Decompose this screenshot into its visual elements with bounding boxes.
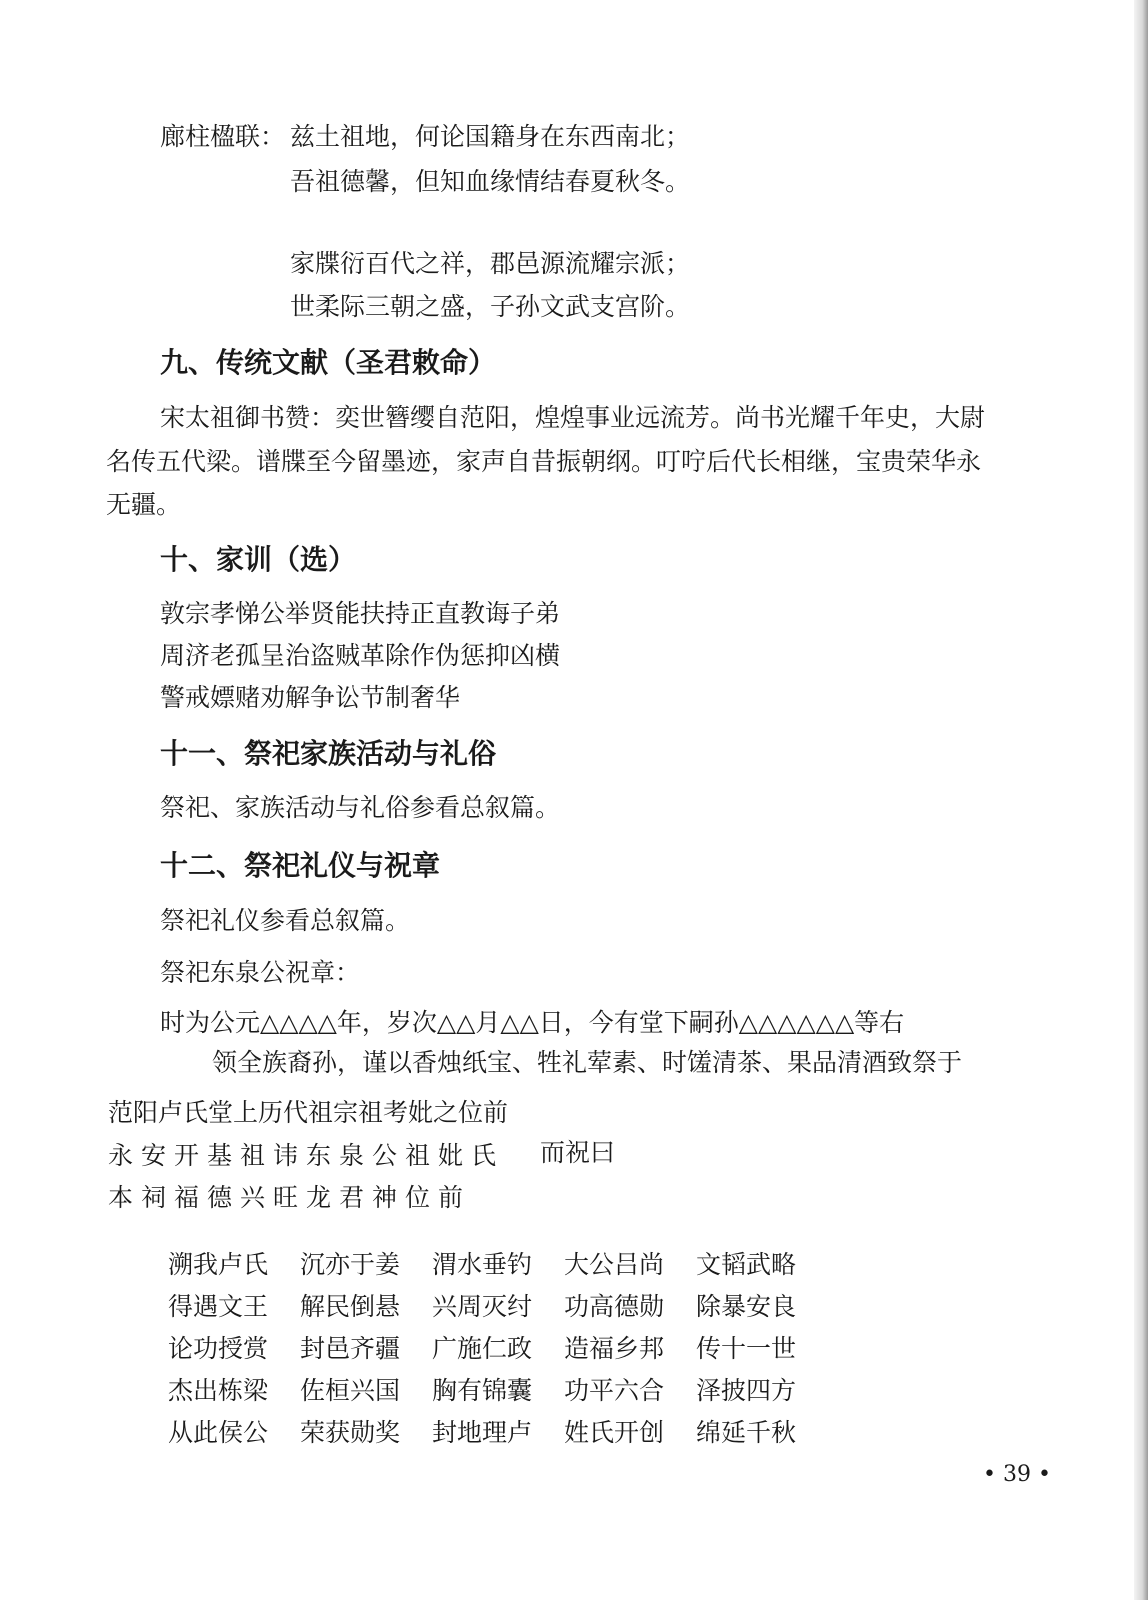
- verse-phrase: 论功授赏: [168, 1334, 269, 1363]
- verse-phrase: 功平六合: [564, 1376, 665, 1405]
- verse-phrase: 解民倒悬: [300, 1292, 401, 1321]
- altar-line2: 永安开基祖讳东泉公祖妣氏: [108, 1141, 505, 1170]
- family-rule-line3: 警戒嫖赌劝解争讼节制奢华: [160, 683, 461, 712]
- verse-phrase: 传十一世: [696, 1334, 797, 1363]
- prayer-opening-line1: 时为公元△△△△年，岁次△△月△△日，今有堂下嗣孙△△△△△△等右: [160, 1008, 905, 1037]
- prayer-title: 祭祀东泉公祝章：: [160, 958, 361, 987]
- verse-phrase: 除暴安良: [696, 1292, 797, 1321]
- verse-phrase: 溯我卢氏: [168, 1250, 269, 1279]
- couplet2-line1: 家牒衍百代之祥，郡邑源流耀宗派；: [290, 249, 691, 278]
- verse-phrase: 绵延千秋: [696, 1418, 797, 1447]
- section10-heading: 十、家训（选）: [160, 543, 357, 576]
- verse-phrase: 兴周灭纣: [432, 1292, 533, 1321]
- section9-line2: 名传五代梁。谱牒至今留墨迹，家声自昔振朝纲。叮咛后代长相继，宝贵荣华永: [106, 447, 982, 476]
- verse-phrase: 广施仁政: [432, 1334, 533, 1363]
- altar-suffix: 而祝曰: [540, 1138, 616, 1167]
- verse-row: [168, 1412, 828, 1454]
- page-number: • 39 •: [983, 1462, 1051, 1487]
- verse-phrase: 大公吕尚: [564, 1250, 665, 1279]
- verse-phrase: 造福乡邦: [564, 1334, 665, 1363]
- section9-heading: 九、传统文献（圣君敕命）: [160, 346, 497, 379]
- family-rule-line2: 周济老孤呈治盗贼革除作伪惩抑凶横: [160, 641, 561, 670]
- verse-phrase: 荣获勋奖: [300, 1418, 401, 1447]
- altar-line1: 范阳卢氏堂上历代祖宗祖考妣之位前: [108, 1098, 509, 1127]
- verse-phrase: 胸有锦囊: [432, 1376, 533, 1405]
- verse-phrase: 功高德勋: [564, 1292, 665, 1321]
- verse-phrase: 泽披四方: [696, 1376, 797, 1405]
- couplet1-line2: 吾祖德馨，但知血缘情结春夏秋冬。: [290, 167, 691, 196]
- page-edge-shadow: [1134, 0, 1148, 1600]
- verse-phrase: 佐桓兴国: [300, 1376, 401, 1405]
- verse-row: [168, 1370, 828, 1412]
- verse-phrase: 渭水垂钓: [432, 1250, 533, 1279]
- family-rule-line1: 敦宗孝悌公举贤能扶持正直教诲子弟: [160, 599, 561, 628]
- verse-row: [168, 1244, 828, 1286]
- section11-heading: 十一、祭祀家族活动与礼俗: [160, 737, 497, 770]
- couplet1-line1: 兹土祖地，何论国籍身在东西南北；: [290, 122, 691, 151]
- altar-line3: 本祠福德兴旺龙君神位前: [108, 1183, 472, 1212]
- verse-phrase: 封邑齐疆: [300, 1334, 401, 1363]
- verse-phrase: 姓氏开创: [564, 1418, 665, 1447]
- couplet-label: 廊柱楹联：: [160, 122, 286, 151]
- section9-line1: 宋太祖御书赞：奕世簪缨自范阳，煌煌事业远流芳。尚书光耀千年史，大尉: [160, 403, 986, 432]
- verse-phrase: 沉亦于姜: [300, 1250, 401, 1279]
- verse-phrase: 杰出栋梁: [168, 1376, 269, 1405]
- verse-phrase: 从此侯公: [168, 1418, 269, 1447]
- section12-heading: 十二、祭祀礼仪与祝章: [160, 849, 441, 882]
- verse-phrase: 文韬武略: [696, 1250, 797, 1279]
- prayer-verse-grid: [168, 1244, 828, 1454]
- verse-phrase: 封地理卢: [432, 1418, 533, 1447]
- verse-row: [168, 1286, 828, 1328]
- couplet2-line2: 世柔际三朝之盛，子孙文武支宫阶。: [290, 292, 691, 321]
- verse-phrase: 得遇文王: [168, 1292, 269, 1321]
- prayer-opening-line2: 领全族裔孙，谨以香烛纸宝、牲礼荤素、时馐清茶、果品清酒致祭于: [212, 1048, 963, 1077]
- verse-row: [168, 1328, 828, 1370]
- section9-line3: 无疆。: [106, 490, 182, 519]
- ritual-reference: 祭祀礼仪参看总叙篇。: [160, 906, 411, 935]
- section11-text: 祭祀、家族活动与礼俗参看总叙篇。: [160, 793, 561, 822]
